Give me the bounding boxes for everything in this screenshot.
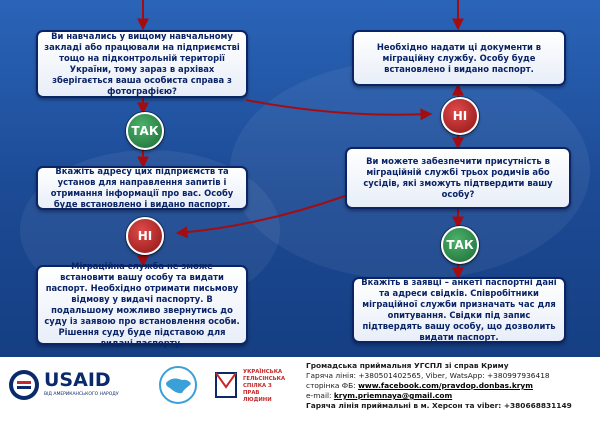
question-education-work-archive: Ви навчались у вищому навчальному закладі або працювали на підприємстві тощо на підконтрольній території України, тому зараз в архівах зберігається ваша особиста справа з фотографією? bbox=[36, 30, 248, 98]
usaid-logo-text: USAID bbox=[44, 369, 111, 391]
facebook-label: сторінка ФБ: bbox=[306, 381, 359, 390]
result-specify-addresses: Вкажіть адресу цих підприємств та установ для направлення запитів і отримання інформації про вас. Особу буде встановлено і видано паспорт. bbox=[36, 166, 248, 210]
kherson-hotline: Гаряча лінія приймальні в м. Херсон та viber: +380668831149 bbox=[306, 401, 572, 410]
partner-name: УКРАЇНСЬКА ГЕЛЬСІНСЬКА СПІЛКА З ПРАВ ЛЮДИНИ bbox=[243, 369, 286, 403]
facebook-line bbox=[306, 381, 533, 390]
email-link[interactable]: krym.priemnaya@gmail.com bbox=[333, 391, 453, 400]
result-refusal-court: Міграційна служба не зможе встановити вашу особу та видати паспорт. Необхідно отримати письмову відмову у видачі паспорту. В подальшому можливо звернутись до суду із заявою про встановлення особи. Рішення суду буде підставою для видачі паспорту. bbox=[36, 265, 248, 345]
no-badge-left: НІ bbox=[126, 217, 164, 255]
email-line bbox=[306, 391, 452, 400]
usaid-tagline: ВІД АМЕРИКАНСЬКОГО НАРОДУ bbox=[44, 392, 119, 397]
yes-badge-left: ТАК bbox=[126, 112, 164, 150]
yes-badge-right: ТАК bbox=[441, 226, 479, 264]
result-witness-interview: Вкажіть в заявці – анкеті паспортні дані та адреси свідків. Співробітники міграційної служби призначать час для опитування. Свідки під запис підтвердять вашу особу, що дозволить видати паспорт. bbox=[352, 277, 566, 343]
helsinki-union-logo-icon bbox=[214, 369, 238, 403]
result-provide-documents: Необхідно надати ці документи в міграційну службу. Особу буде встановлено і видано паспорт. bbox=[352, 30, 566, 86]
usaid-seal-icon bbox=[8, 369, 40, 401]
no-badge-right: НІ bbox=[441, 97, 479, 135]
crimea-map-icon bbox=[158, 365, 198, 405]
contact-title: Громадська приймальня УГСПЛ зі справ Криму bbox=[306, 361, 509, 370]
arrow-left-top-to-no bbox=[246, 100, 430, 115]
hotline-phones: Гаряча лінія: +380501402565, Viber, WatsApp: +380997936418 bbox=[306, 371, 550, 380]
facebook-link[interactable]: www.facebook.com/pravdop.donbas.krym bbox=[358, 381, 533, 390]
footer bbox=[0, 357, 600, 425]
email-label: e-mail: bbox=[306, 391, 334, 400]
question-three-witnesses: Ви можете забезпечити присутність в міграційній службі трьох родичів або сусідів, які зможуть підтвердити вашу особу? bbox=[345, 147, 571, 209]
